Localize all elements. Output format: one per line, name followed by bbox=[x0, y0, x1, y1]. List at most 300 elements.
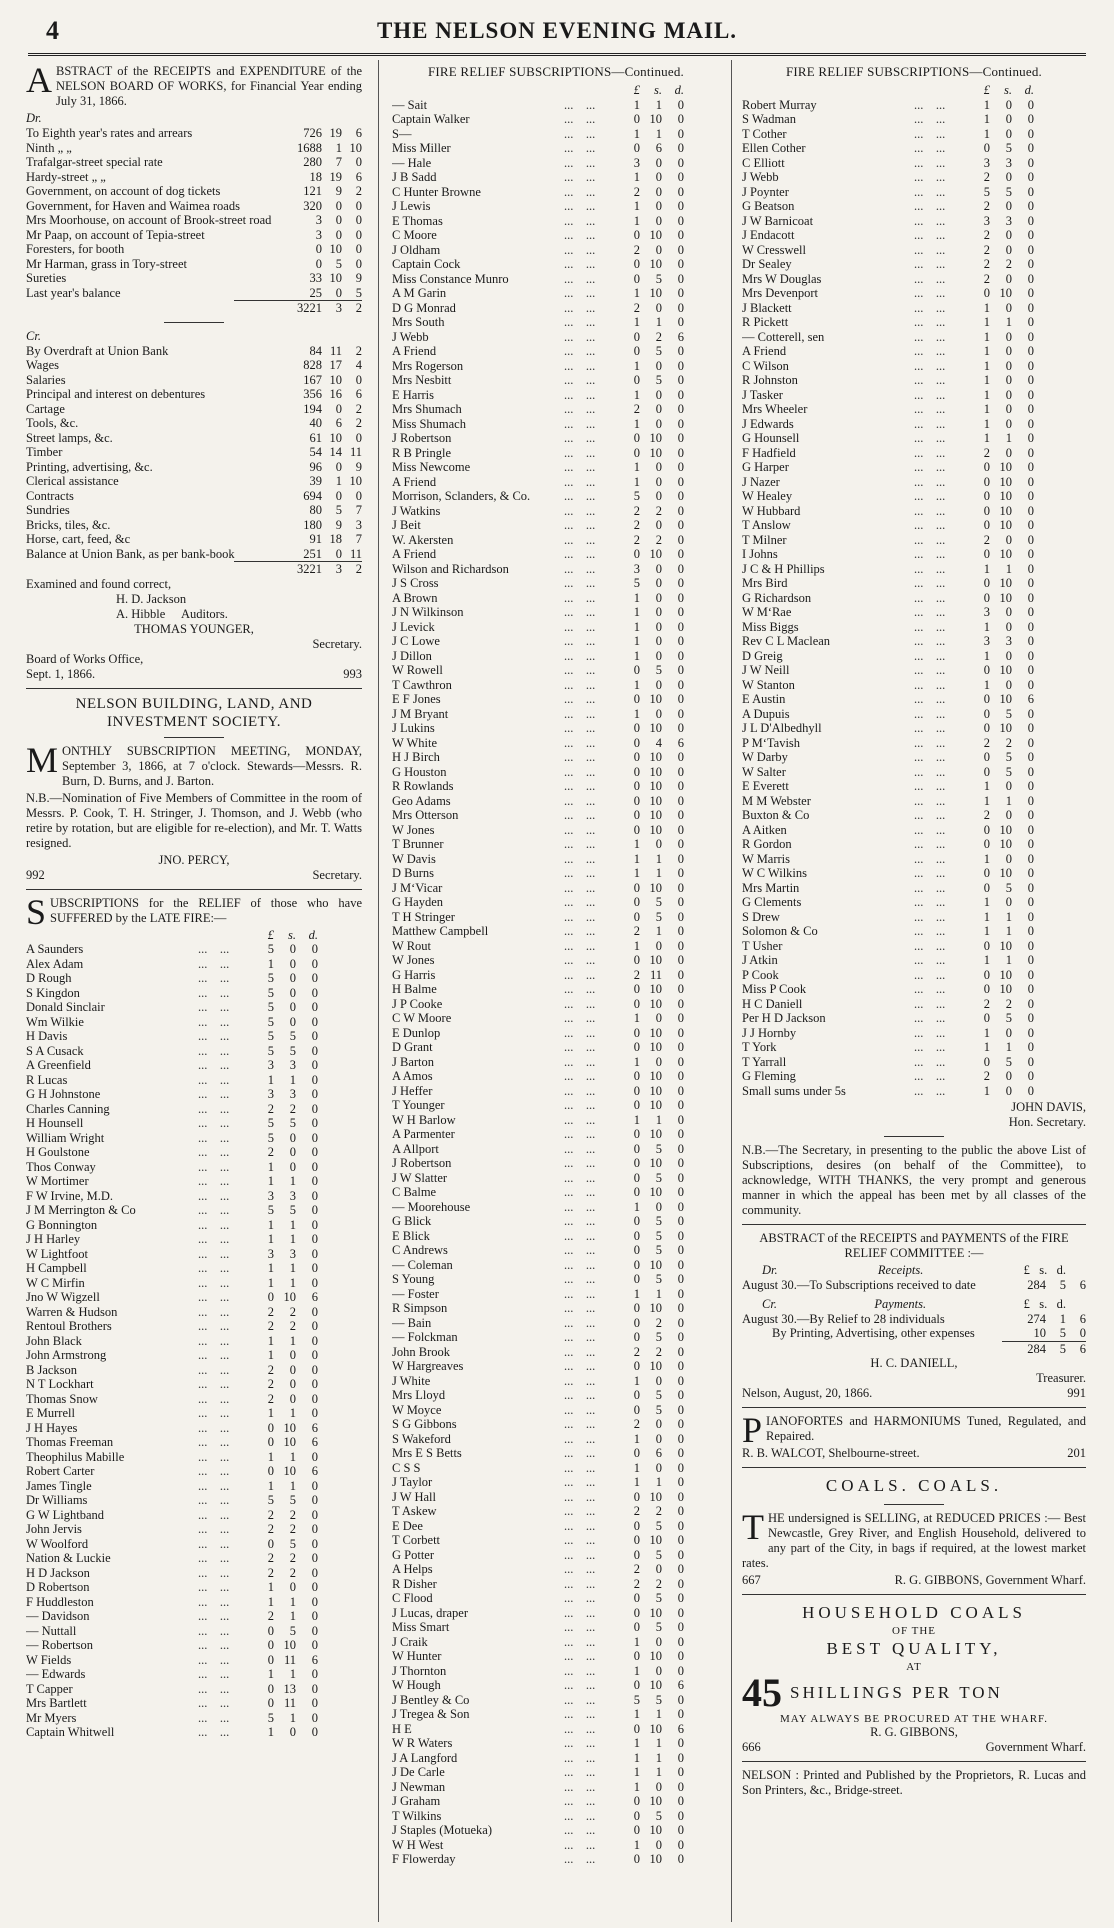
society-footer: 992 Secretary. bbox=[26, 867, 362, 882]
subscriber-row: T Milner ... ... 2 0 0 bbox=[742, 532, 1034, 547]
newspaper-title: THE NELSON EVENING MAIL. bbox=[376, 18, 738, 43]
subscriber-row: W Moyce ... ... 0 5 0 bbox=[392, 1402, 684, 1417]
subscriber-row: T Usher ... ... 0 10 0 bbox=[742, 938, 1034, 953]
dr-row: Dr. Receipts. £ s. d. bbox=[762, 1263, 1066, 1277]
subscriber-row: N T Lockhart ... ... 2 0 0 bbox=[26, 1377, 318, 1391]
subscriber-row: J Oldham ... ... 2 0 0 bbox=[392, 242, 684, 257]
subscriber-row: Robert Murray ... ... 1 0 0 bbox=[742, 97, 1034, 112]
subs-nb: N.B.—The Secretary, in presenting to the public the above List of Subscriptions, desires (on behalf of the Committee), to acknowledge, WITH THANKS, the very prompt and generous manner in which the appeal has been met by all classes of the community. bbox=[742, 1143, 1086, 1217]
subscriber-row: G H Johnstone ... ... 3 3 0 bbox=[26, 1087, 318, 1101]
subscriber-row: S Young ... ... 0 5 0 bbox=[392, 1272, 684, 1286]
subscriber-row: — Moorehouse ... ... 1 0 0 bbox=[392, 1199, 684, 1214]
subscriber-row: J Lewis ... ... 1 0 0 bbox=[392, 199, 684, 213]
subscriber-row: G Hayden ... ... 0 5 0 bbox=[392, 895, 684, 909]
subscriber-row: D Greig ... ... 1 0 0 bbox=[742, 648, 1034, 663]
subscriber-row: J P Cooke ... ... 0 10 0 bbox=[392, 996, 684, 1011]
abstract-row: Clerical assistance 39 1 10 bbox=[26, 474, 362, 488]
subscriber-row: T Corbett ... ... 0 10 0 bbox=[392, 1533, 684, 1547]
household-line-2: OF THE bbox=[892, 1625, 936, 1637]
subscriber-row: Captain Whitwell ... ... 1 0 0 bbox=[26, 1725, 318, 1739]
committee-total: 284 5 6 bbox=[1027, 1341, 1086, 1356]
cr-label: Cr. bbox=[26, 328, 41, 343]
page-number: 4 bbox=[46, 16, 59, 45]
abstract-row: Last year's balance 25 0 5 bbox=[26, 285, 362, 300]
abstract-row: Mrs Moorhouse, on account of Brook-street road 3 0 0 bbox=[26, 213, 362, 227]
subscriber-row: C Elliott ... ... 3 3 0 bbox=[742, 155, 1034, 170]
subscriber-row: A Friend ... ... 1 0 0 bbox=[742, 344, 1034, 358]
subscriber-row: J C Lowe ... ... 1 0 0 bbox=[392, 634, 684, 648]
subscriber-row: Morrison, Sclanders, & Co. ... ... 5 0 0 bbox=[392, 489, 684, 503]
subscriber-row: J White ... ... 1 0 0 bbox=[392, 1373, 684, 1388]
subscriber-row: — Robertson ... ... 0 10 0 bbox=[26, 1638, 318, 1652]
subscriber-row: J Blackett ... ... 1 0 0 bbox=[742, 300, 1034, 315]
imprint: NELSON : Printed and Published by the Proprietors, R. Lucas and Son Printers, &c., Bridge-street. bbox=[742, 1768, 1086, 1797]
abstract-row: Bricks, tiles, &c. 180 9 3 bbox=[26, 517, 362, 532]
subscriber-row: M M Webster ... ... 1 1 0 bbox=[742, 793, 1034, 808]
subscriber-row: W Marris ... ... 1 0 0 bbox=[742, 851, 1034, 866]
subscriber-row: Mrs Shumach ... ... 2 0 0 bbox=[392, 402, 684, 416]
subscriber-row: — Folckman ... ... 0 5 0 bbox=[392, 1330, 684, 1344]
subscriber-row: H C Daniell ... ... 2 2 0 bbox=[742, 996, 1034, 1011]
subscriber-row: Robert Carter ... ... 0 10 6 bbox=[26, 1464, 318, 1478]
subscriber-row: — Davidson ... ... 2 1 0 bbox=[26, 1609, 318, 1623]
subscriber-row: Mrs Devenport ... ... 0 10 0 bbox=[742, 286, 1034, 300]
abstract-row: To Eighth year's rates and arrears 726 19 6 bbox=[26, 126, 362, 140]
subscriber-row: A Friend ... ... 0 5 0 bbox=[392, 344, 684, 358]
subscriber-row: J L D'Albedhyll ... ... 0 10 0 bbox=[742, 721, 1034, 735]
subscriber-row: J W Slatter ... ... 0 5 0 bbox=[392, 1170, 684, 1185]
subscriber-row: C Andrews ... ... 0 5 0 bbox=[392, 1243, 684, 1257]
subscriber-row: T Wilkins ... ... 0 5 0 bbox=[392, 1808, 684, 1823]
subscriber-row: T H Stringer ... ... 0 5 0 bbox=[392, 909, 684, 924]
household-signer: R. G. GIBBONS, bbox=[870, 1725, 958, 1739]
subscriber-row: Rentoul Brothers ... ... 2 2 0 bbox=[26, 1319, 318, 1333]
subscriber-row: H J Birch ... ... 0 10 0 bbox=[392, 750, 684, 764]
subscriber-row: Mrs South ... ... 1 1 0 bbox=[392, 315, 684, 329]
subscriber-row: W Hargreaves ... ... 0 10 0 bbox=[392, 1359, 684, 1373]
subscriber-row: J Nazer ... ... 0 10 0 bbox=[742, 474, 1034, 489]
abstract-row: Foresters, for booth 0 10 0 bbox=[26, 242, 362, 256]
abstract-row: Salaries 167 10 0 bbox=[26, 372, 362, 387]
subscriber-row: A Parmenter ... ... 0 10 0 bbox=[392, 1127, 684, 1141]
subscriber-row: S— ... ... 1 1 0 bbox=[392, 126, 684, 141]
abstract-row: Trafalgar-street special rate 280 7 0 bbox=[26, 155, 362, 169]
subscriber-row: W Jones ... ... 0 10 0 bbox=[392, 822, 684, 837]
abstract-footer: Sept. 1, 1866. 993 bbox=[26, 666, 362, 681]
subscriber-row: E F Jones ... ... 0 10 0 bbox=[392, 692, 684, 706]
subscriber-row: Miss Shumach ... ... 1 0 0 bbox=[392, 416, 684, 431]
subscriber-row: Mrs E S Betts ... ... 0 6 0 bbox=[392, 1446, 684, 1460]
subscriber-row: J Heffer ... ... 0 10 0 bbox=[392, 1083, 684, 1098]
abstract-signer-title: Secretary. bbox=[312, 636, 362, 651]
abstract-row: Principal and interest on debentures 356 16 6 bbox=[26, 387, 362, 401]
subscriber-row: Mrs Martin ... ... 0 5 0 bbox=[742, 880, 1034, 895]
subscriber-row: C Balme ... ... 0 10 0 bbox=[392, 1185, 684, 1199]
subscriber-row: Wm Wilkie ... ... 5 0 0 bbox=[26, 1014, 318, 1029]
subscriber-row: J H Harley ... ... 1 1 0 bbox=[26, 1232, 318, 1246]
subscriber-row: Thos Conway ... ... 1 0 0 bbox=[26, 1159, 318, 1174]
cr-list bbox=[26, 344, 362, 562]
subscriber-row: E Dunlop ... ... 0 10 0 bbox=[392, 1025, 684, 1040]
subscriber-row: J Poynter ... ... 5 5 0 bbox=[742, 184, 1034, 199]
dr-total: 3221 3 2 bbox=[297, 301, 362, 315]
subscriber-row: John Jervis ... ... 2 2 0 bbox=[26, 1522, 318, 1536]
subscriber-row: J Craik ... ... 1 0 0 bbox=[392, 1634, 684, 1649]
subscriber-row: W Davis ... ... 1 1 0 bbox=[392, 851, 684, 866]
subscriber-row: Miss Constance Munro ... ... 0 5 0 bbox=[392, 271, 684, 286]
subscriber-row: Small sums under 5s ... ... 1 0 0 bbox=[742, 1083, 1034, 1098]
subscriber-row: A Helps ... ... 2 0 0 bbox=[392, 1562, 684, 1576]
subscriber-row: R Lucas ... ... 1 1 0 bbox=[26, 1072, 318, 1087]
subscriber-row: Miss P Cook ... ... 0 10 0 bbox=[742, 982, 1034, 996]
subscriber-row: Geo Adams ... ... 0 10 0 bbox=[392, 793, 684, 808]
subscriber-row: Dr Williams ... ... 5 5 0 bbox=[26, 1493, 318, 1507]
dr-label: Dr. bbox=[26, 111, 42, 125]
subscriber-row: R Rowlands ... ... 0 10 0 bbox=[392, 779, 684, 793]
subscriber-row: P Cook ... ... 0 10 0 bbox=[742, 967, 1034, 982]
subscriber-row: Rev C L Maclean ... ... 3 3 0 bbox=[742, 634, 1034, 648]
abstract-row: Timber 54 14 11 bbox=[26, 445, 362, 459]
subscriber-row: T York ... ... 1 1 0 bbox=[742, 1040, 1034, 1054]
column-2 bbox=[392, 62, 720, 1922]
subscriber-row: T Cawthron ... ... 1 0 0 bbox=[392, 677, 684, 692]
subscriber-row: J Lucas, draper ... ... 0 10 0 bbox=[392, 1605, 684, 1620]
subscriber-row: H Hounsell ... ... 5 5 0 bbox=[26, 1116, 318, 1130]
subscriber-row: J Levick ... ... 1 0 0 bbox=[392, 619, 684, 634]
subscription-list bbox=[742, 98, 1086, 1099]
abstract-row: Horse, cart, feed, &c 91 18 7 bbox=[26, 532, 362, 546]
abstract-heading: ABSTRACT of the RECEIPTS and EXPENDITURE of the NELSON BOARD OF WORKS, for Financial Year ending July 31, 1866. bbox=[26, 62, 362, 108]
subscriber-row: G Richardson ... ... 0 10 0 bbox=[742, 590, 1034, 605]
subscriber-row: A Saunders ... ... 5 0 0 bbox=[26, 942, 318, 956]
subscriber-row: A Friend ... ... 0 10 0 bbox=[392, 547, 684, 561]
subscriber-row: Theophilus Mabille ... ... 1 1 0 bbox=[26, 1449, 318, 1464]
subscriber-row: J Robertson ... ... 0 10 0 bbox=[392, 431, 684, 445]
cr-total: 3221 3 2 bbox=[297, 562, 362, 576]
subscriber-row: J Lukins ... ... 0 10 0 bbox=[392, 721, 684, 735]
subscriber-row: F W Irvine, M.D. ... ... 3 3 0 bbox=[26, 1188, 318, 1203]
subscriber-row: — Sait ... ... 1 1 0 bbox=[392, 97, 684, 112]
subscriber-row: W Stanton ... ... 1 0 0 bbox=[742, 677, 1034, 692]
subscriber-row: W M‘Rae ... ... 3 0 0 bbox=[742, 605, 1034, 619]
subscriber-row: R Gordon ... ... 0 10 0 bbox=[742, 837, 1034, 851]
subscriber-row: G W Lightband ... ... 2 2 0 bbox=[26, 1507, 318, 1522]
subscriber-row: Charles Canning ... ... 2 2 0 bbox=[26, 1101, 318, 1116]
subscriber-row: J Atkin ... ... 1 1 0 bbox=[742, 953, 1034, 967]
subscriber-row: A M Garin ... ... 1 10 0 bbox=[392, 286, 684, 300]
subscriber-row: H Davis ... ... 5 5 0 bbox=[26, 1029, 318, 1043]
subscriber-row: J Tregea & Son ... ... 1 1 0 bbox=[392, 1707, 684, 1721]
subscriber-row: C Moore ... ... 0 10 0 bbox=[392, 228, 684, 242]
society-body: MONTHLY SUBSCRIPTION MEETING, MONDAY, September 3, 1866, at 7 o'clock. Stewards—Messrs. R. Burn, D. Burns, and J. Barton. bbox=[26, 739, 362, 788]
subscriber-row: S Wakeford ... ... 1 0 0 bbox=[392, 1431, 684, 1446]
subscriber-row: J Webb ... ... 0 2 6 bbox=[392, 329, 684, 344]
subscriber-row: H D Jackson ... ... 2 2 0 bbox=[26, 1565, 318, 1580]
subscriber-row: W Fields ... ... 0 11 6 bbox=[26, 1652, 318, 1667]
subscriber-row: F Flowerday ... ... 0 10 0 bbox=[392, 1852, 684, 1866]
subscriber-row: — Cotterell, sen ... ... 1 0 0 bbox=[742, 329, 1034, 344]
divider bbox=[26, 889, 362, 890]
divider bbox=[742, 1224, 1086, 1225]
committee-heading: ABSTRACT of the RECEIPTS and PAYMENTS of the FIRE RELIEF COMMITTEE :— bbox=[759, 1231, 1069, 1260]
household-line-6: MAY ALWAYS BE PROCURED AT THE WHARF. bbox=[779, 1713, 1049, 1725]
header-rule bbox=[28, 53, 1086, 56]
subscriber-row: A Friend ... ... 1 0 0 bbox=[392, 474, 684, 489]
subscriber-row: A Dupuis ... ... 0 5 0 bbox=[742, 706, 1034, 721]
subscriber-row: G Hounsell ... ... 1 1 0 bbox=[742, 431, 1034, 445]
divider bbox=[164, 322, 224, 323]
subscriber-row: J Tasker ... ... 1 0 0 bbox=[742, 387, 1034, 402]
subscriber-row: J M Bryant ... ... 1 0 0 bbox=[392, 706, 684, 721]
abstract-row: Cartage 194 0 2 bbox=[26, 401, 362, 416]
subscriber-row: D Grant ... ... 0 10 0 bbox=[392, 1040, 684, 1054]
subscriber-row: Miss Newcome ... ... 1 0 0 bbox=[392, 460, 684, 474]
subs-signer-title: Hon. Secretary. bbox=[1008, 1115, 1086, 1129]
subscriber-row: S A Cusack ... ... 5 5 0 bbox=[26, 1043, 318, 1058]
committee-signer: H. C. DANIELL, bbox=[870, 1356, 958, 1370]
subscriber-row: A Greenfield ... ... 3 3 0 bbox=[26, 1058, 318, 1072]
subscriber-row: J S Cross ... ... 5 0 0 bbox=[392, 576, 684, 590]
subscriber-row: E Austin ... ... 0 10 6 bbox=[742, 692, 1034, 706]
subscriber-row: Captain Walker ... ... 0 10 0 bbox=[392, 112, 684, 126]
subscriber-row: John Brook ... ... 2 2 0 bbox=[392, 1344, 684, 1359]
subscriber-row: J W Neill ... ... 0 10 0 bbox=[742, 663, 1034, 677]
subscriber-row: W Cresswell ... ... 2 0 0 bbox=[742, 242, 1034, 257]
abstract-row: Street lamps, &c. 61 10 0 bbox=[26, 430, 362, 445]
subscriber-row: A Aitken ... ... 0 10 0 bbox=[742, 822, 1034, 837]
subs-col-heads: £ s. d. bbox=[983, 83, 1034, 97]
subscriber-row: D Rough ... ... 5 0 0 bbox=[26, 971, 318, 985]
subscriber-row: T Askew ... ... 2 2 0 bbox=[392, 1504, 684, 1518]
subscriber-row: W Mortimer ... ... 1 1 0 bbox=[26, 1174, 318, 1188]
subscriber-row: J Bentley & Co ... ... 5 5 0 bbox=[392, 1692, 684, 1707]
subs-col-heads: £ s. d. bbox=[267, 927, 318, 942]
abstract-row: Contracts 694 0 0 bbox=[26, 488, 362, 503]
subscriber-row: H Balme ... ... 0 10 0 bbox=[392, 982, 684, 996]
auditor-2: A. Hibble Auditors. bbox=[116, 606, 228, 621]
subscriber-row: W Rowell ... ... 0 5 0 bbox=[392, 663, 684, 677]
subscriber-row: G Harper ... ... 0 10 0 bbox=[742, 460, 1034, 474]
abstract-row: Mr Harman, grass in Tory-street 0 5 0 bbox=[26, 256, 362, 271]
subscriber-row: W White ... ... 0 4 6 bbox=[392, 735, 684, 750]
dr-list bbox=[26, 126, 362, 300]
subscriber-row: J W Hall ... ... 0 10 0 bbox=[392, 1489, 684, 1504]
abstract-row: Mr Paap, on account of Tepia-street 3 0 0 bbox=[26, 227, 362, 242]
subscriber-row: Miss Biggs ... ... 1 0 0 bbox=[742, 619, 1034, 634]
subscriber-row: Mrs Bartlett ... ... 0 11 0 bbox=[26, 1696, 318, 1710]
subs-heading: SUBSCRIPTIONS for the RELIEF of those who have SUFFERED by the LATE FIRE:— bbox=[26, 891, 362, 932]
subscriber-row: J B Sadd ... ... 1 0 0 bbox=[392, 170, 684, 184]
subscriber-row: C Wilson ... ... 1 0 0 bbox=[742, 358, 1034, 373]
subscriber-row: Per H D Jackson ... ... 0 5 0 bbox=[742, 1011, 1034, 1025]
subscriber-row: Captain Cock ... ... 0 10 0 bbox=[392, 257, 684, 271]
abstract-row: Sureties 33 10 9 bbox=[26, 271, 362, 285]
subscriber-row: W Rout ... ... 1 0 0 bbox=[392, 938, 684, 953]
subscriber-row: Donald Sinclair ... ... 5 0 0 bbox=[26, 1000, 318, 1014]
subscriber-row: S Wadman ... ... 1 0 0 bbox=[742, 112, 1034, 126]
abstract-row: Balance at Union Bank, as per bank-book 251 0 11 bbox=[26, 546, 362, 561]
subscriber-row: R Disher ... ... 2 2 0 bbox=[392, 1576, 684, 1591]
subscriber-row: G Fleming ... ... 2 0 0 bbox=[742, 1069, 1034, 1083]
subscriber-row: Mrs Lloyd ... ... 0 5 0 bbox=[392, 1388, 684, 1402]
subscriber-row: Mr Myers ... ... 5 1 0 bbox=[26, 1710, 318, 1725]
subscriber-row: T Capper ... ... 0 13 0 bbox=[26, 1681, 318, 1696]
subscriber-row: R Simpson ... ... 0 10 0 bbox=[392, 1301, 684, 1315]
subscriber-row: J J Hornby ... ... 1 0 0 bbox=[742, 1025, 1034, 1040]
abstract-row: Government, for Haven and Waimea roads 320 0 0 bbox=[26, 198, 362, 213]
subscriber-row: A Amos ... ... 0 10 0 bbox=[392, 1069, 684, 1083]
coals-heading: COALS. COALS. bbox=[825, 1476, 1003, 1495]
subscriber-row: S Kingdon ... ... 5 0 0 bbox=[26, 985, 318, 1000]
subscriber-row: J Newman ... ... 1 0 0 bbox=[392, 1779, 684, 1794]
committee-footer: Nelson, August, 20, 1866. 991 bbox=[742, 1386, 1086, 1400]
subscriber-row: Ellen Cother ... ... 0 5 0 bbox=[742, 141, 1034, 155]
subscriber-row: W Hunter ... ... 0 10 0 bbox=[392, 1649, 684, 1663]
subscriber-row: W Darby ... ... 0 5 0 bbox=[742, 750, 1034, 764]
subscriber-row: John Armstrong ... ... 1 0 0 bbox=[26, 1348, 318, 1362]
committee-dr-line: August 30.—To Subscriptions received to date 284 5 6 bbox=[742, 1278, 1086, 1292]
subscriber-row: Mrs Bird ... ... 0 10 0 bbox=[742, 576, 1034, 590]
subscriber-row: W C Mirfin ... ... 1 1 0 bbox=[26, 1275, 318, 1290]
subscriber-row: Mrs W Douglas ... ... 2 0 0 bbox=[742, 271, 1034, 286]
subscriber-row: A Allport ... ... 0 5 0 bbox=[392, 1141, 684, 1156]
subscriber-row: J M Merrington & Co ... ... 5 5 0 bbox=[26, 1203, 318, 1217]
subscriber-row: Nation & Luckie ... ... 2 2 0 bbox=[26, 1551, 318, 1565]
subscriber-row: W Hubbard ... ... 0 10 0 bbox=[742, 503, 1034, 518]
subscriber-row: John Black ... ... 1 1 0 bbox=[26, 1333, 318, 1348]
subscriber-row: J Watkins ... ... 2 2 0 bbox=[392, 503, 684, 518]
abstract-row: Sundries 80 5 7 bbox=[26, 503, 362, 517]
column-heading: FIRE RELIEF SUBSCRIPTIONS—Continued. bbox=[785, 64, 1043, 79]
subscriber-row: J Robertson ... ... 0 10 0 bbox=[392, 1156, 684, 1170]
subscriber-row: R B Pringle ... ... 0 10 0 bbox=[392, 445, 684, 460]
subscriber-row: Thomas Freeman ... ... 0 10 6 bbox=[26, 1435, 318, 1449]
subscriber-row: W. Akersten ... ... 2 2 0 bbox=[392, 532, 684, 547]
subscriber-row: R Johnston ... ... 1 0 0 bbox=[742, 373, 1034, 387]
subscriber-row: H E ... ... 0 10 6 bbox=[392, 1721, 684, 1736]
household-line-3: BEST QUALITY, bbox=[826, 1639, 1002, 1658]
subscriber-row: J Edwards ... ... 1 0 0 bbox=[742, 416, 1034, 431]
subscriber-row: A Brown ... ... 1 0 0 bbox=[392, 590, 684, 605]
divider bbox=[884, 1504, 944, 1505]
abstract-row: Tools, &c. 40 6 2 bbox=[26, 416, 362, 430]
subscriber-row: D Robertson ... ... 1 0 0 bbox=[26, 1580, 318, 1594]
society-nb: N.B.—Nomination of Five Members of Committee in the room of Messrs. P. Cook, T. H. Stringer, J. Thomson, and J. Webb (who retire by rotation, but are eligible for re-election), and Mr. T. Watts resigned. bbox=[26, 790, 362, 850]
divider bbox=[742, 1467, 1086, 1468]
subscriber-row: T Younger ... ... 0 10 0 bbox=[392, 1098, 684, 1112]
subscriber-row: T Anslow ... ... 0 10 0 bbox=[742, 518, 1034, 532]
subscriber-row: T Cother ... ... 1 0 0 bbox=[742, 126, 1034, 141]
divider bbox=[164, 737, 224, 738]
subscriber-row: E Thomas ... ... 1 0 0 bbox=[392, 213, 684, 228]
subscriber-row: G Harris ... ... 2 11 0 bbox=[392, 967, 684, 982]
subscriber-row: Solomon & Co ... ... 1 1 0 bbox=[742, 924, 1034, 938]
subscriber-row: — Hale ... ... 3 0 0 bbox=[392, 155, 684, 170]
subscriber-row: C S S ... ... 1 0 0 bbox=[392, 1460, 684, 1475]
subscriber-row: G Clements ... ... 1 0 0 bbox=[742, 895, 1034, 909]
subscriber-row: J Graham ... ... 0 10 0 bbox=[392, 1794, 684, 1808]
subscriber-row: Jno W Wigzell ... ... 0 10 6 bbox=[26, 1290, 318, 1304]
column-divider bbox=[378, 60, 379, 1922]
subscriber-row: G Bonnington ... ... 1 1 0 bbox=[26, 1217, 318, 1232]
subscriber-row: Thomas Snow ... ... 2 0 0 bbox=[26, 1391, 318, 1406]
subscriber-row: Mrs Wheeler ... ... 1 0 0 bbox=[742, 402, 1034, 416]
subscriber-row: J C & H Phillips ... ... 1 1 0 bbox=[742, 561, 1034, 576]
subscriber-row: H Campbell ... ... 1 1 0 bbox=[26, 1261, 318, 1275]
subscription-list bbox=[392, 98, 720, 1867]
subscriber-row: Mrs Otterson ... ... 0 10 0 bbox=[392, 808, 684, 822]
subscriber-row: E Everett ... ... 1 0 0 bbox=[742, 779, 1034, 793]
subscriber-row: W Woolford ... ... 0 5 0 bbox=[26, 1536, 318, 1551]
subscriber-row: G Potter ... ... 0 5 0 bbox=[392, 1547, 684, 1562]
subscriber-row: W H Barlow ... ... 1 1 0 bbox=[392, 1112, 684, 1127]
subscriber-row: H Goulstone ... ... 2 0 0 bbox=[26, 1145, 318, 1159]
subscriber-row: E Dee ... ... 0 5 0 bbox=[392, 1518, 684, 1533]
office: Board of Works Office, bbox=[26, 651, 144, 666]
subscriber-row: — Bain ... ... 0 2 0 bbox=[392, 1315, 684, 1330]
divider bbox=[742, 1594, 1086, 1595]
abstract-row: Wages 828 17 4 bbox=[26, 358, 362, 372]
divider bbox=[26, 688, 362, 689]
abstract-row: Ninth „ „ 1688 1 10 bbox=[26, 140, 362, 155]
subscriber-row: — Coleman ... ... 0 10 0 bbox=[392, 1257, 684, 1272]
abstract-signer: THOMAS YOUNGER, bbox=[134, 621, 254, 636]
subscriber-row: S G Gibbons ... ... 2 0 0 bbox=[392, 1417, 684, 1431]
subscriber-row: J Dillon ... ... 1 0 0 bbox=[392, 648, 684, 663]
subscriber-row: Mrs Nesbitt ... ... 0 5 0 bbox=[392, 373, 684, 387]
society-heading: NELSON BUILDING, LAND, AND INVESTMENT SOCIETY. bbox=[75, 695, 313, 730]
household-price-row bbox=[742, 1670, 1086, 1715]
subscriber-row: J Beit ... ... 2 0 0 bbox=[392, 518, 684, 532]
subscriber-row: W C Wilkins ... ... 0 10 0 bbox=[742, 866, 1034, 880]
household-line-5: SHILLINGS PER TON bbox=[790, 1683, 1003, 1702]
household-line-4: AT bbox=[906, 1661, 922, 1673]
abstract-row: By Overdraft at Union Bank 84 11 2 bbox=[26, 343, 362, 358]
subscriber-row: W Lightfoot ... ... 3 3 0 bbox=[26, 1246, 318, 1261]
divider bbox=[742, 1761, 1086, 1762]
abstract-row: Hardy-street „ „ 18 19 6 bbox=[26, 169, 362, 184]
subscriber-row: W Hough ... ... 0 10 6 bbox=[392, 1678, 684, 1692]
subscriber-row: Miss Miller ... ... 0 6 0 bbox=[392, 141, 684, 155]
auditor-1: H. D. Jackson bbox=[116, 591, 187, 606]
subscriber-row: Mrs Rogerson ... ... 1 0 0 bbox=[392, 358, 684, 373]
subscriber-row: Matthew Campbell ... ... 2 1 0 bbox=[392, 924, 684, 938]
piano-footer: R. B. WALCOT, Shelbourne-street. 201 bbox=[742, 1446, 1086, 1460]
subscriber-row: D G Monrad ... ... 2 0 0 bbox=[392, 300, 684, 315]
subscriber-row: J Webb ... ... 2 0 0 bbox=[742, 170, 1034, 184]
examined-text: Examined and found correct, bbox=[26, 576, 172, 591]
subscriber-row: T Brunner ... ... 1 0 0 bbox=[392, 837, 684, 851]
abstract-row: Government, on account of dog tickets 121 9 2 bbox=[26, 184, 362, 198]
subscriber-row: J W Barnicoat ... ... 3 3 0 bbox=[742, 213, 1034, 228]
subscriber-row: — Nuttall ... ... 0 5 0 bbox=[26, 1623, 318, 1638]
subscriber-row: J A Langford ... ... 1 1 0 bbox=[392, 1750, 684, 1765]
subscriber-row: — Foster ... ... 1 1 0 bbox=[392, 1286, 684, 1301]
subscriber-row: J Taylor ... ... 1 1 0 bbox=[392, 1475, 684, 1489]
subscriber-row: J H Hayes ... ... 0 10 6 bbox=[26, 1420, 318, 1435]
subscriber-row: C W Moore ... ... 1 0 0 bbox=[392, 1011, 684, 1025]
subscriber-row: J N Wilkinson ... ... 1 0 0 bbox=[392, 605, 684, 619]
subscriber-row: Miss Smart ... ... 0 5 0 bbox=[392, 1620, 684, 1634]
subscriber-row: P M‘Tavish ... ... 2 2 0 bbox=[742, 735, 1034, 750]
subscriber-row: F Hadfield ... ... 2 0 0 bbox=[742, 445, 1034, 460]
subscriber-row: F Huddleston ... ... 1 1 0 bbox=[26, 1594, 318, 1609]
column-heading: FIRE RELIEF SUBSCRIPTIONS—Continued. bbox=[427, 64, 685, 79]
committee-cr-line-2: By Printing, Advertising, other expenses 10 5 0 bbox=[772, 1326, 1086, 1340]
subscriber-row: G Houston ... ... 0 10 0 bbox=[392, 764, 684, 779]
subs-signer: JOHN DAVIS, bbox=[1011, 1100, 1086, 1114]
household-price: 45 bbox=[742, 1670, 782, 1715]
